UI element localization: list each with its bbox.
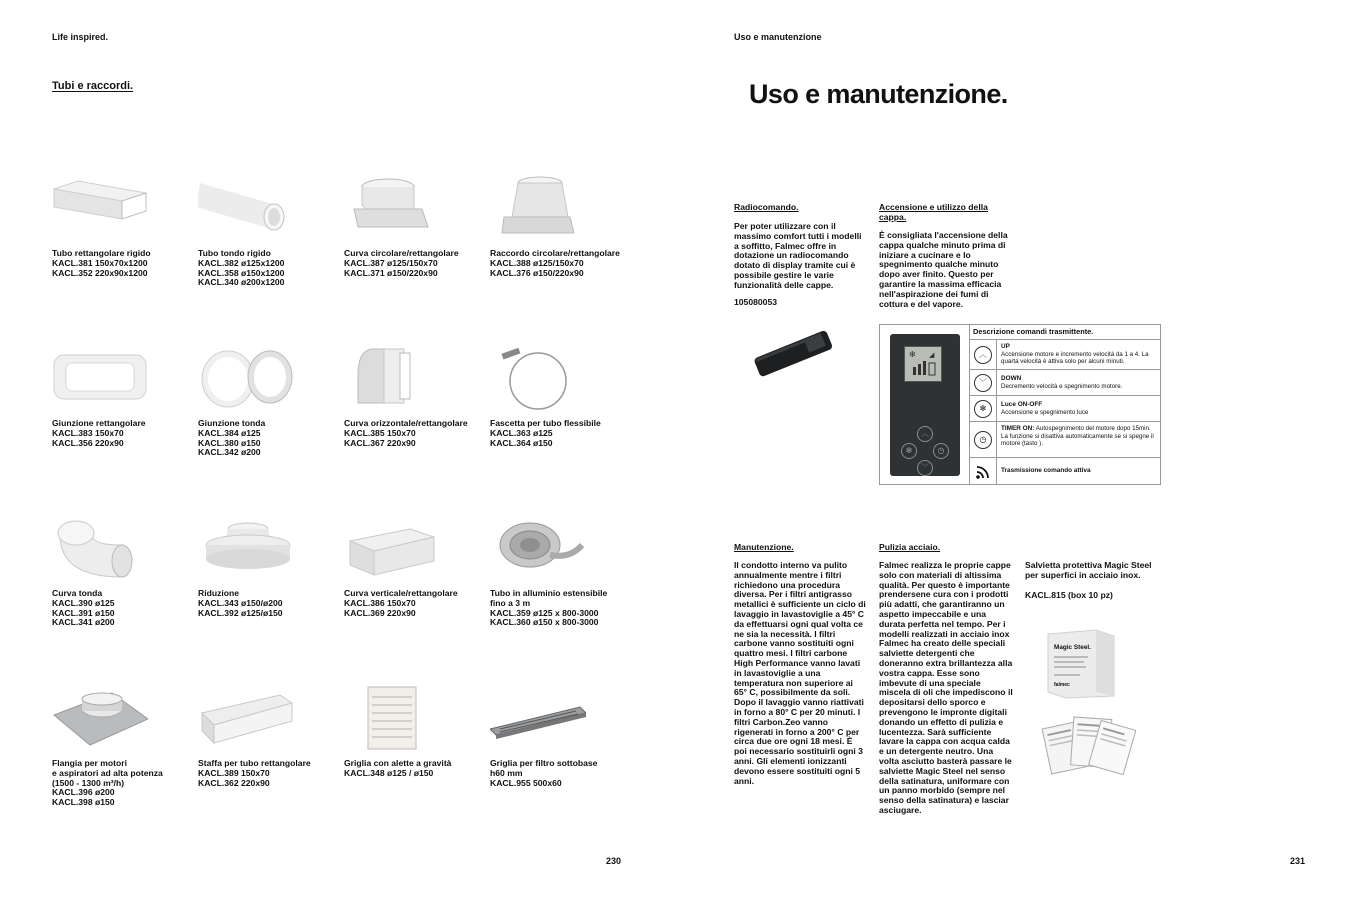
plinth-grille-icon <box>490 685 586 751</box>
product-name: Curva orizzontale/rettangolare <box>344 418 468 428</box>
left-page-header: Life inspired. <box>52 32 109 42</box>
remote-command-box <box>879 324 1161 485</box>
circ-rect-adapter-icon <box>490 175 586 241</box>
product-code-line: KACL.380 ø150 <box>198 437 261 448</box>
product-code-line: KACL.356 220x90 <box>52 437 124 448</box>
round-duct-icon <box>198 175 294 241</box>
product-name: Griglia per filtro sottobase <box>490 758 598 768</box>
remote-row-down <box>970 370 1161 396</box>
magic-steel-box-image <box>1044 626 1118 700</box>
product-name: Staffa per tubo rettangolare <box>198 758 311 768</box>
product-code-line: KACL.358 ø150x1200 <box>198 267 285 278</box>
product-item <box>198 175 338 288</box>
remote-row-label: Trasmissione comando attiva <box>1001 467 1091 474</box>
product-item <box>198 515 338 618</box>
product-code-line: KACL.367 220x90 <box>344 437 416 448</box>
product-item <box>198 345 338 458</box>
page-title: Uso e manutenzione. <box>749 79 1008 109</box>
product-code-line: KACL.340 ø200x1200 <box>198 277 285 288</box>
product-code-line: KACL.371 ø150/220x90 <box>344 267 438 278</box>
product-code-line: KACL.341 ø200 <box>52 617 115 628</box>
product-name: Tubo tondo rigido <box>198 248 271 258</box>
product-code-line: (1500 - 1300 m³/h) <box>52 777 125 788</box>
product-code-line: KACL.391 ø150 <box>52 607 115 618</box>
product-item <box>490 175 630 278</box>
product-caption <box>52 419 192 448</box>
product-code-line: KACL.348 ø125 / ø150 <box>344 767 434 778</box>
section-title: Tubi e raccordi. <box>52 80 134 92</box>
product-code-line: fino a 3 m <box>490 597 531 608</box>
product-code-line: KACL.352 220x90x1200 <box>52 267 148 278</box>
flange-icon <box>52 685 148 751</box>
round-joint-icon <box>198 345 294 411</box>
up-arrow-icon: ︿ <box>974 346 992 364</box>
bracket-icon <box>198 685 294 751</box>
product-name: Giunzione tonda <box>198 418 266 428</box>
product-code-line: KACL.381 150x70x1200 <box>52 257 148 268</box>
product-name: Giunzione rettangolare <box>52 418 146 428</box>
remote-row-label: TIMER ON: <box>1001 425 1035 432</box>
remote-row-label: DOWN <box>1001 375 1022 382</box>
product-code-line: KACL.362 220x90 <box>198 777 270 788</box>
product-code-line: KACL.388 ø125/150x70 <box>490 257 584 268</box>
product-item <box>52 685 192 808</box>
product-code-line: KACL.955 500x60 <box>490 777 562 788</box>
product-item <box>344 685 484 779</box>
magic-steel-wipes-image <box>1038 710 1136 780</box>
down-arrow-icon: ﹀ <box>974 374 992 392</box>
product-name: Curva circolare/rettangolare <box>344 248 459 258</box>
remote-up-button: ︿ <box>917 426 933 442</box>
product-caption <box>198 589 338 618</box>
remote-row-up <box>970 340 1161 370</box>
remote-row-signal <box>970 458 1161 485</box>
product-item <box>52 175 192 278</box>
product-item <box>490 685 630 788</box>
remote-row-desc: Accensione e spegnimento luce <box>1001 408 1089 416</box>
product-code-line: KACL.359 ø125 x 800-3000 <box>490 607 599 618</box>
product-item <box>344 345 484 448</box>
product-caption <box>52 759 192 808</box>
round-bend-icon <box>52 515 148 581</box>
right-page-header: Uso e manutenzione <box>734 32 822 42</box>
remote-row-desc: Autospegnimento del motore dopo 15min. La funzione si disattiva automaticamente se si spegne il motore (tasto ). <box>1001 425 1154 448</box>
product-caption <box>490 249 630 278</box>
rect-duct-icon <box>52 175 148 241</box>
remote-row-timer <box>970 422 1161 458</box>
remote-row-label: Luce ON-OFF <box>1001 401 1043 408</box>
product-name: Raccordo circolare/rettangolare <box>490 248 620 258</box>
product-code-line: KACL.363 ø125 <box>490 427 553 438</box>
product-caption <box>198 759 338 788</box>
falmec-logo: falmec <box>1054 682 1070 688</box>
product-item <box>344 515 484 618</box>
accensione-heading: Accensione e utilizzo della cappa. <box>879 202 988 222</box>
radiocomando-code: 105080053 <box>734 297 778 307</box>
accensione-text: È consigliata l'accensione della cappa qualche minuto prima di iniziare a cucinare e lo spegnimento qualche minuto dopo aver finito. Questo per garantire la massima efficacia nell'aspirazione dei fumi di cottura e del vapore. <box>879 230 1008 309</box>
light-icon: ✻ <box>974 400 992 418</box>
aluminium-hose-icon <box>490 515 586 581</box>
remote-control-illustration <box>890 334 960 476</box>
product-code-line: KACL.398 ø150 <box>52 797 115 808</box>
remote-timer-button: ◷ <box>933 443 949 459</box>
product-code-line: KACL.364 ø150 <box>490 437 553 448</box>
product-code-line: h60 mm <box>490 767 523 778</box>
product-caption <box>344 419 484 448</box>
salvietta-code: KACL.815 (box 10 pz) <box>1025 590 1113 600</box>
reducer-icon <box>198 515 294 581</box>
product-code-line: KACL.383 150x70 <box>52 427 124 438</box>
product-name: Curva tonda <box>52 588 103 598</box>
radiocomando-text: Per poter utilizzare con il massimo comfort tutti i modelli a soffitto, Falmec offre in dotazione un radiocomando dotato di display tramite cui è possibile gestire le varie funzionalità delle cappe. <box>734 221 862 290</box>
svg-text:◢: ◢ <box>929 351 935 359</box>
product-caption <box>198 249 338 288</box>
product-caption <box>52 589 192 628</box>
product-item <box>344 175 484 278</box>
product-caption <box>490 759 630 788</box>
remote-display <box>904 346 942 382</box>
remote-row-light <box>970 396 1161 422</box>
remote-table-title: Descrizione comandi trasmittente. <box>970 325 1161 340</box>
manutenzione-heading: Manutenzione. <box>734 542 794 552</box>
salvietta-title: Salvietta protettiva Magic Steel per superfici in acciaio inox. <box>1025 560 1152 580</box>
product-name: Curva verticale/rettangolare <box>344 588 458 598</box>
product-caption <box>344 589 484 618</box>
product-code-line: KACL.386 150x70 <box>344 597 416 608</box>
product-code-line: KACL.396 ø200 <box>52 787 115 798</box>
hose-clamp-icon <box>490 345 586 411</box>
product-code-line: KACL.376 ø150/220x90 <box>490 267 584 278</box>
product-name: Riduzione <box>198 588 240 598</box>
product-item <box>52 515 192 628</box>
product-item <box>52 345 192 448</box>
product-caption <box>344 249 484 278</box>
remote-row-desc: Decremento velocità e spegnimento motore. <box>1001 382 1123 390</box>
signal-icon <box>975 464 991 480</box>
product-code-line: KACL.385 150x70 <box>344 427 416 438</box>
product-name: Tubo in alluminio estensibile <box>490 588 608 598</box>
svg-text:✻: ✻ <box>909 350 916 359</box>
product-code-line: KACL.389 150x70 <box>198 767 270 778</box>
remote-down-button: ﹀ <box>917 460 933 476</box>
pulizia-heading: Pulizia acciaio. <box>879 542 941 552</box>
product-item <box>490 515 630 628</box>
pulizia-text: Falmec realizza le proprie cappe solo con materiali di altissima qualità. Per questo è importante prendersene cura con i prodotti più adatti, che garantiranno un aspetto impeccabile e una durata perfetta nel tempo. Per i modelli realizzati in acciaio inox Falmec ha creato delle speciali salviette detergenti che doneranno extra brillantezza alla vostra cappa. Esse sono imbevute di una speciale miscela di oli che impediscono il depositarsi dello sporco e prevengono le impronte digitali donando un effetto di pulizia e lucentezza. Sarà sufficiente lavare la cappa con acqua calda e un detergente neutro. Una volta asciutto basterà passare le salviette Magic Steel nel senso della satinatura, uniformare con un panno morbido (sempre nel senso della satinatura) e lasciar asciugare. <box>879 560 1013 815</box>
product-code-line: KACL.384 ø125 <box>198 427 261 438</box>
product-name: Griglia con alette a gravità <box>344 758 452 768</box>
remote-photo <box>748 318 836 388</box>
product-caption <box>344 759 484 779</box>
remote-row-desc: Accensione motore e incremento velocità da 1 a 4. La quarta velocità è attiva solo per alcuni minuti. <box>1001 350 1149 366</box>
page-number-left: 230 <box>606 856 622 866</box>
product-caption <box>490 589 630 628</box>
product-code-line: KACL.343 ø150/ø200 <box>198 597 283 608</box>
horizontal-bend-icon <box>344 345 440 411</box>
remote-row-label: UP <box>1001 343 1010 350</box>
rect-joint-icon <box>52 345 148 411</box>
gravity-grille-icon <box>344 685 440 751</box>
remote-command-table <box>969 325 1161 484</box>
product-item <box>198 685 338 788</box>
product-code-line: e aspiratori ad alta potenza <box>52 767 163 778</box>
product-caption <box>198 419 338 458</box>
product-code-line: KACL.360 ø150 x 800-3000 <box>490 617 599 628</box>
product-name: Fascetta per tubo flessibile <box>490 418 601 428</box>
remote-light-button: ✻ <box>901 443 917 459</box>
product-code-line: KACL.382 ø125x1200 <box>198 257 285 268</box>
product-name: Flangia per motori <box>52 758 127 768</box>
product-caption <box>490 419 630 448</box>
vertical-bend-icon <box>344 515 440 581</box>
product-code-line: KACL.390 ø125 <box>52 597 115 608</box>
product-caption <box>52 249 192 278</box>
magic-steel-box-label: Magic Steel. <box>1054 644 1091 651</box>
product-item <box>490 345 630 448</box>
manutenzione-text: Il condotto interno va pulito annualmente mentre i filtri richiedono una procedura diversa. Per i filtri antigrasso metallici è sufficiente un ciclo di lavaggio in lavastoviglie a 45° C da effettuarsi ogni qual volta ce ne sia la necessità. I filtri carbone vanno sostituiti ogni quattro mesi. I filtri carbone High Performance vanno lavati in lavastoviglie a una temperatura non superiore ai 65° C, possibilmente da soli. Dopo il lavaggio vanno riattivati in forno a 80° C per 20 minuti. I filtri Carbon.Zeo vanno rigenerati in forno a 200° C per circa due ore ogni 18 mesi. È poi necessario sostituirli ogni 3 anni. Gli elementi ionizzanti devono essere sostituiti ogni 5 anni. <box>734 560 866 786</box>
timer-icon: ◷ <box>974 431 992 449</box>
product-code-line: KACL.342 ø200 <box>198 447 261 458</box>
radiocomando-heading: Radiocomando. <box>734 202 799 212</box>
product-code-line: KACL.369 220x90 <box>344 607 416 618</box>
product-code-line: KACL.392 ø125/ø150 <box>198 607 283 618</box>
product-name: Tubo rettangolare rigido <box>52 248 151 258</box>
product-code-line: KACL.387 ø125/150x70 <box>344 257 438 268</box>
page-number-right: 231 <box>1290 856 1306 866</box>
circ-rect-bend-icon <box>344 175 440 241</box>
